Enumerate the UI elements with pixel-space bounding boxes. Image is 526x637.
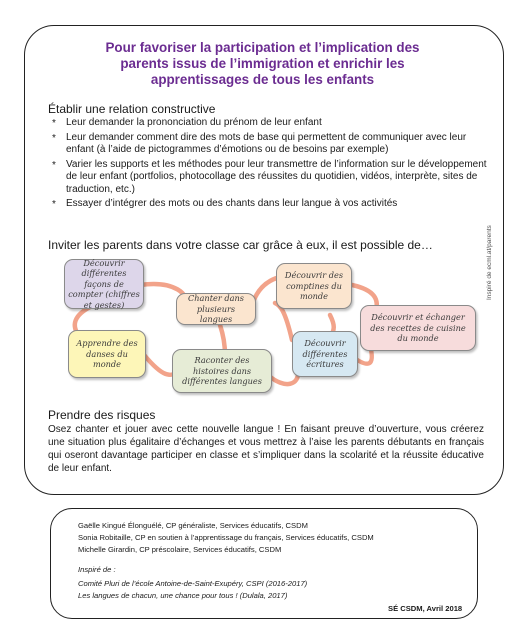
bullet-item: * Leur demander la prononciation du prénom de leur enfant: [52, 117, 492, 130]
bullet-item: * Essayer d’intégrer des mots ou des chants dans leur langue à vos activités: [52, 198, 492, 211]
node-danses: Apprendre des danses du monde: [68, 330, 146, 378]
inspired-label: Inspiré de :: [78, 565, 116, 574]
activity-diagram: [30, 255, 490, 405]
credit-author: Michelle Girardin, CP préscolaire, Services éducatifs, CSDM: [78, 545, 282, 554]
bullet-item: * Varier les supports et les méthodes pour leur transmettre de l’information sur le développement de leur enfant (portfolios, photocollage des réussites du quotidien, vidéos, interprète, sites de traduction, etc.): [52, 159, 492, 197]
node-ecritures: Découvrir différentes écritures: [292, 331, 358, 377]
document-signature: SÉ CSDM, Avril 2018: [388, 604, 463, 613]
page-title: [40, 40, 485, 88]
credit-author: Sonia Robitaille, CP en soutien à l’apprentissage du français, Services éducatifs, CSDM: [78, 533, 374, 542]
credit-source: Les langues de chacun, une chance pour tous ! (Dulala, 2017): [78, 591, 288, 600]
credit-author: Gaëlle Kingué Élonguélé, CP généraliste, Services éducatifs, CSDM: [78, 521, 308, 530]
source-side-note: Inspiré de ecml.at/parents: [486, 225, 493, 300]
bullet-item: * Leur demander comment dire des mots de base qui permettent de communiquer avec leur enfant (à l’aide de pictogrammes d’émotions ou de besoins par exemple): [52, 132, 492, 157]
title-line-2: parents issus de l’immigration et enrichir les: [120, 56, 405, 71]
node-recettes: Découvrir et échanger des recettes de cuisine du monde: [360, 305, 476, 351]
relation-bullet-list: [52, 117, 492, 213]
node-decouvrir-compter: Découvrir différentes façons de compter (chiffres et gestes): [64, 259, 144, 309]
node-comptines: Découvrir des comptines du monde: [276, 263, 352, 309]
credit-source: Comité Pluri de l’école Antoine-de-Saint-Exupéry, CSPI (2016-2017): [78, 579, 308, 588]
node-chanter: Chanter dans plusieurs langues: [176, 293, 256, 325]
title-line-1: Pour favoriser la participation et l’implication des: [105, 40, 420, 55]
section-heading-risques: Prendre des risques: [48, 408, 156, 422]
risk-paragraph: Osez chanter et jouer avec cette nouvelle langue ! En faisant preuve d’ouverture, vous créerez une situation plus égalitaire d’échanges et vous mettrez à l’aise les parents débutants en français qui oseront davantage participer en classe et s’impliquer dans la scolarité et la réussite éducative de leur enfant.: [48, 424, 484, 474]
section-heading-relation: Établir une relation constructive: [48, 102, 216, 116]
section-heading-invite: Inviter les parents dans votre classe car grâce à eux, il est possible de…: [48, 238, 433, 252]
title-line-3: apprentissages de tous les enfants: [150, 72, 375, 87]
node-histoires: Raconter des histoires dans différentes langues: [172, 349, 272, 393]
